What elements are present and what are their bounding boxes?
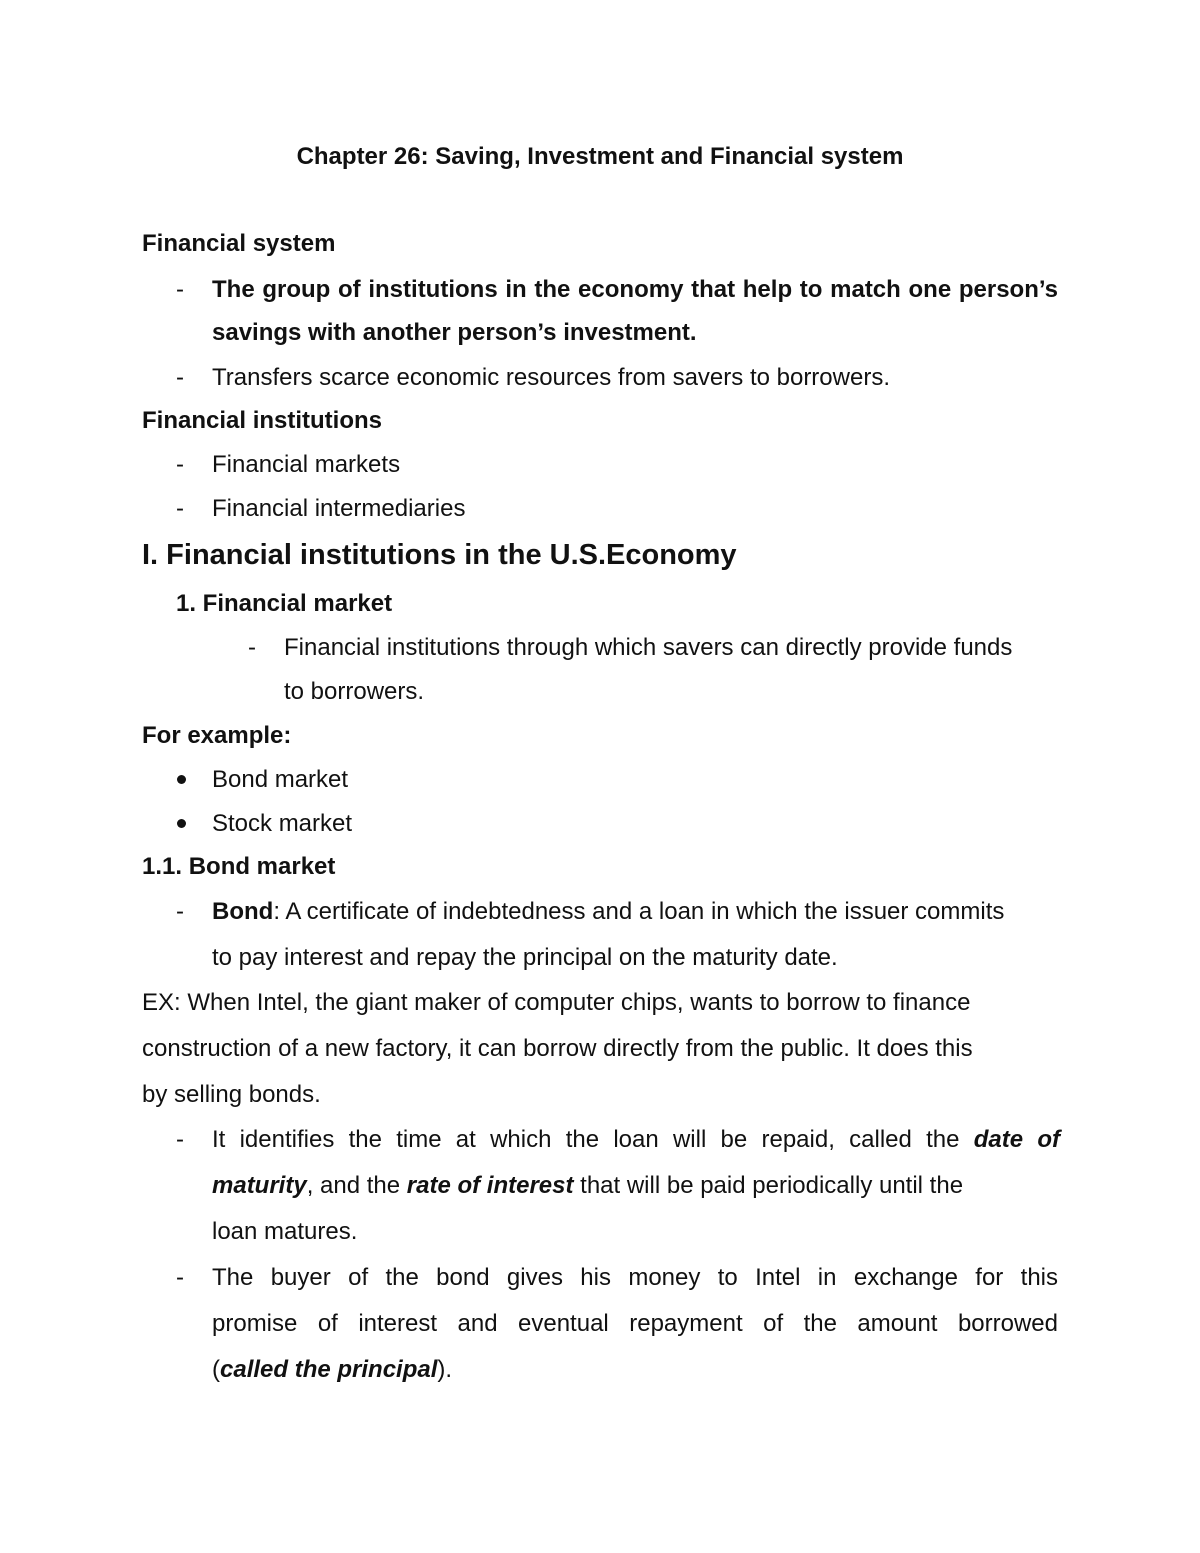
example-paragraph-line-2: construction of a new factory, it can borrow directly from the public. It does this (142, 1035, 973, 1062)
section-1-heading: I. Financial institutions in the U.S.Economy (142, 539, 737, 571)
maturity-term: maturity (212, 1172, 307, 1199)
financial-system-item-1-line-1: The group of institutions in the economy that help to match one person’s (212, 276, 1058, 303)
rate-of-interest-term: rate of interest (406, 1172, 574, 1199)
financial-system-item-2: Transfers scarce economic resources from savers to borrowers. (212, 364, 890, 391)
dash-marker: - (176, 1264, 184, 1291)
for-example-heading: For example: (142, 722, 292, 749)
dash-marker: - (248, 634, 256, 661)
financial-institutions-heading: Financial institutions (142, 407, 383, 434)
point-2-line-2: promise of interest and eventual repayment of the amount borrowed (212, 1310, 1058, 1337)
example-bullet-stock-market: Stock market (212, 810, 353, 837)
bullet-dot (177, 775, 186, 784)
point-2-line-1: The buyer of the bond gives his money to Intel in exchange for this (212, 1264, 1058, 1291)
financial-institutions-item-intermediaries: Financial intermediaries (212, 495, 466, 522)
bond-market-subheading: 1.1. Bond market (142, 853, 336, 880)
financial-market-subheading: 1. Financial market (176, 590, 393, 617)
bond-definition-line-2: to pay interest and repay the principal on the maturity date. (212, 944, 838, 971)
document-title: Chapter 26: Saving, Investment and Financial system (296, 143, 904, 170)
principal-term: called the principal (220, 1356, 438, 1383)
point-1-line-3: loan matures. (212, 1218, 358, 1245)
dash-marker: - (176, 1126, 184, 1153)
bond-term: Bond (212, 898, 274, 925)
date-of-term: date of (973, 1126, 1060, 1153)
financial-system-heading: Financial system (142, 230, 336, 257)
point-2-line-3: (called the principal). (212, 1356, 453, 1383)
example-paragraph-line-3: by selling bonds. (142, 1081, 321, 1108)
dash-marker: - (176, 495, 184, 522)
point-1-line-1: It identifies the time at which the loan will be repaid, called the date of (212, 1126, 1060, 1153)
dash-marker: - (176, 364, 184, 391)
example-bullet-bond-market: Bond market (212, 766, 349, 793)
dash-marker: - (176, 898, 184, 925)
dash-marker: - (176, 276, 184, 303)
financial-market-item-line-1: Financial institutions through which savers can directly provide funds (284, 634, 1013, 661)
financial-market-item-line-2: to borrowers. (284, 678, 425, 705)
bond-definition-line-1: Bond: A certificate of indebtedness and a loan in which the issuer commits (212, 898, 1005, 925)
financial-institutions-item-markets: Financial markets (212, 451, 401, 478)
example-paragraph-line-1: EX: When Intel, the giant maker of computer chips, wants to borrow to finance (142, 989, 971, 1016)
dash-marker: - (176, 451, 184, 478)
point-1-line-2: maturity, and the rate of interest that will be paid periodically until the (212, 1172, 964, 1199)
financial-system-item-1-line-2: savings with another person’s investment. (212, 319, 697, 346)
bullet-dot (177, 819, 186, 828)
